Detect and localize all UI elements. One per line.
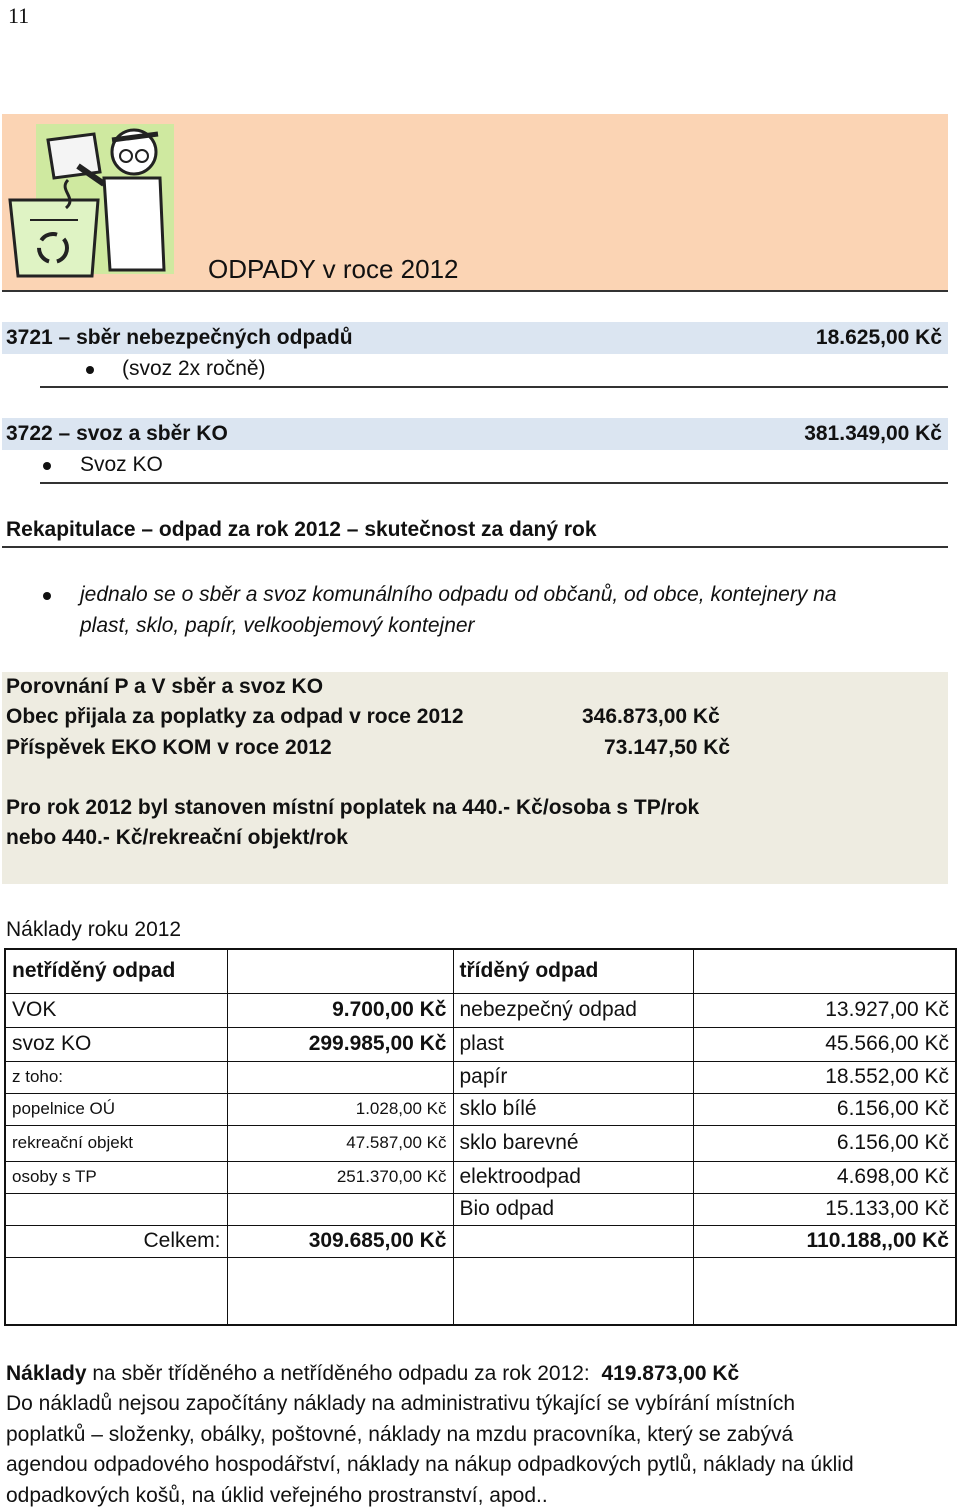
- table-cell: [5, 1257, 227, 1325]
- section-3721-label: 3721 – sběr nebezpečných odpadů: [6, 326, 353, 349]
- unsorted-item: rekreační objekt: [5, 1125, 227, 1161]
- fee-note-line-2: nebo 440.- Kč/rekreační objekt/rok: [6, 826, 348, 849]
- sorted-item: plast: [453, 1027, 693, 1061]
- sorted-amount: 4.698,00 Kč: [693, 1161, 956, 1193]
- section-3721-note: (svoz 2x ročně): [122, 357, 266, 380]
- unsorted-amount: 251.370,00 Kč: [227, 1161, 453, 1193]
- note-line-1: Do nákladů nejsou započítány náklady na administrativu týkající se vybírání místních: [6, 1392, 796, 1415]
- page-title: ODPADY v roce 2012: [208, 254, 459, 284]
- unsorted-item: z toho:: [5, 1061, 227, 1093]
- summary-line: [6, 1362, 739, 1386]
- sorted-amount: 45.566,00 Kč: [693, 1027, 956, 1061]
- unsorted-amount: 299.985,00 Kč: [227, 1027, 453, 1061]
- recap-heading: Rekapitulace – odpad za rok 2012 – skutečnost za daný rok: [6, 518, 597, 541]
- unsorted-amount: 9.700,00 Kč: [227, 993, 453, 1027]
- ekokom-label: Příspěvek EKO KOM v roce 2012: [6, 736, 332, 759]
- comparison-box: [2, 672, 948, 884]
- section-3722-note: Svoz KO: [80, 453, 163, 476]
- sorted-amount: 6.156,00 Kč: [693, 1125, 956, 1161]
- total-sorted: 110.188,,00 Kč: [693, 1225, 956, 1257]
- sorted-amount: 18.552,00 Kč: [693, 1061, 956, 1093]
- summary-label: na sběr tříděného a netříděného odpadu za rok 2012:: [86, 1362, 602, 1385]
- unsorted-item: VOK: [5, 993, 227, 1027]
- table-row: [5, 1125, 956, 1161]
- table-row: [5, 1257, 956, 1325]
- sorted-item: sklo bílé: [453, 1093, 693, 1125]
- recycling-clipart-icon: [8, 120, 176, 280]
- sorted-amount: 13.927,00 Kč: [693, 993, 956, 1027]
- note-line-2: poplatků – složenky, obálky, poštovné, náklady na mzdu pracovníka, který se zabývá: [6, 1423, 794, 1446]
- recap-note-line-1: jednalo se o sběr a svoz komunálního odpadu od občanů, od obce, kontejnery na: [80, 583, 837, 606]
- table-cell: [227, 949, 453, 993]
- costs-heading: Náklady roku 2012: [6, 918, 182, 941]
- section-3721-amount: 18.625,00 Kč: [815, 326, 942, 349]
- sorted-amount: 6.156,00 Kč: [693, 1093, 956, 1125]
- ekokom-amount: 73.147,50 Kč: [604, 736, 731, 759]
- table-row: [5, 1161, 956, 1193]
- summary-label-bold: Náklady: [6, 1362, 87, 1385]
- table-row: [5, 993, 956, 1027]
- table-row: [5, 1193, 956, 1225]
- fees-received-amount: 346.873,00 Kč: [582, 705, 720, 728]
- fee-note-line-1: Pro rok 2012 byl stanoven místní poplatek na 440.- Kč/osoba s TP/rok: [6, 796, 700, 819]
- fees-received-label: Obec přijala za poplatky za odpad v roce 2012: [6, 705, 464, 728]
- table-total-row: [5, 1225, 956, 1257]
- section-3722-amount: 381.349,00 Kč: [804, 422, 942, 445]
- table-row: [5, 1027, 956, 1061]
- table-cell: [693, 1257, 956, 1325]
- unsorted-item: popelnice OÚ: [5, 1093, 227, 1125]
- unsorted-amount: 1.028,00 Kč: [227, 1093, 453, 1125]
- recap-note-line-2: plast, sklo, papír, velkoobjemový kontejner: [80, 614, 475, 637]
- comparison-heading: Porovnání P a V sběr a svoz KO: [6, 675, 324, 698]
- section-3722-label: 3722 – svoz a sběr KO: [6, 422, 228, 445]
- sorted-item: elektroodpad: [453, 1161, 693, 1193]
- sorted-amount: 15.133,00 Kč: [693, 1193, 956, 1225]
- unsorted-header: netříděný odpad: [5, 949, 227, 993]
- table-cell: [227, 1257, 453, 1325]
- sorted-item: sklo barevné: [453, 1125, 693, 1161]
- total-label: Celkem:: [5, 1225, 227, 1257]
- page-number: 11: [8, 3, 30, 28]
- bullet-dot: [43, 592, 51, 600]
- note-line-3: agendou odpadového hospodářství, náklady na nákup odpadkových pytlů, náklady na úklid: [6, 1453, 854, 1476]
- table-header-row: [5, 949, 956, 993]
- sorted-item: nebezpečný odpad: [453, 993, 693, 1027]
- table-row: [5, 1061, 956, 1093]
- costs-table: [4, 948, 957, 1326]
- table-cell: [693, 949, 956, 993]
- bullet-dot: [86, 366, 94, 374]
- unsorted-amount: 47.587,00 Kč: [227, 1125, 453, 1161]
- summary-amount: 419.873,00 Kč: [601, 1362, 740, 1385]
- divider: [2, 546, 948, 548]
- unsorted-amount: [227, 1061, 453, 1093]
- divider: [40, 386, 948, 388]
- divider: [40, 482, 948, 484]
- sorted-header: tříděný odpad: [453, 949, 693, 993]
- table-row: [5, 1093, 956, 1125]
- note-line-4: odpadkových košů, na úklid veřejného prostranství, apod..: [6, 1484, 548, 1507]
- bullet-dot: [43, 462, 51, 470]
- total-unsorted: 309.685,00 Kč: [227, 1225, 453, 1257]
- sorted-item: papír: [453, 1061, 693, 1093]
- unsorted-item: svoz KO: [5, 1027, 227, 1061]
- table-cell: [453, 1257, 693, 1325]
- unsorted-item: osoby s TP: [5, 1161, 227, 1193]
- unsorted-amount: [227, 1193, 453, 1225]
- sorted-item: Bio odpad: [453, 1193, 693, 1225]
- table-cell: [453, 1225, 693, 1257]
- unsorted-item: [5, 1193, 227, 1225]
